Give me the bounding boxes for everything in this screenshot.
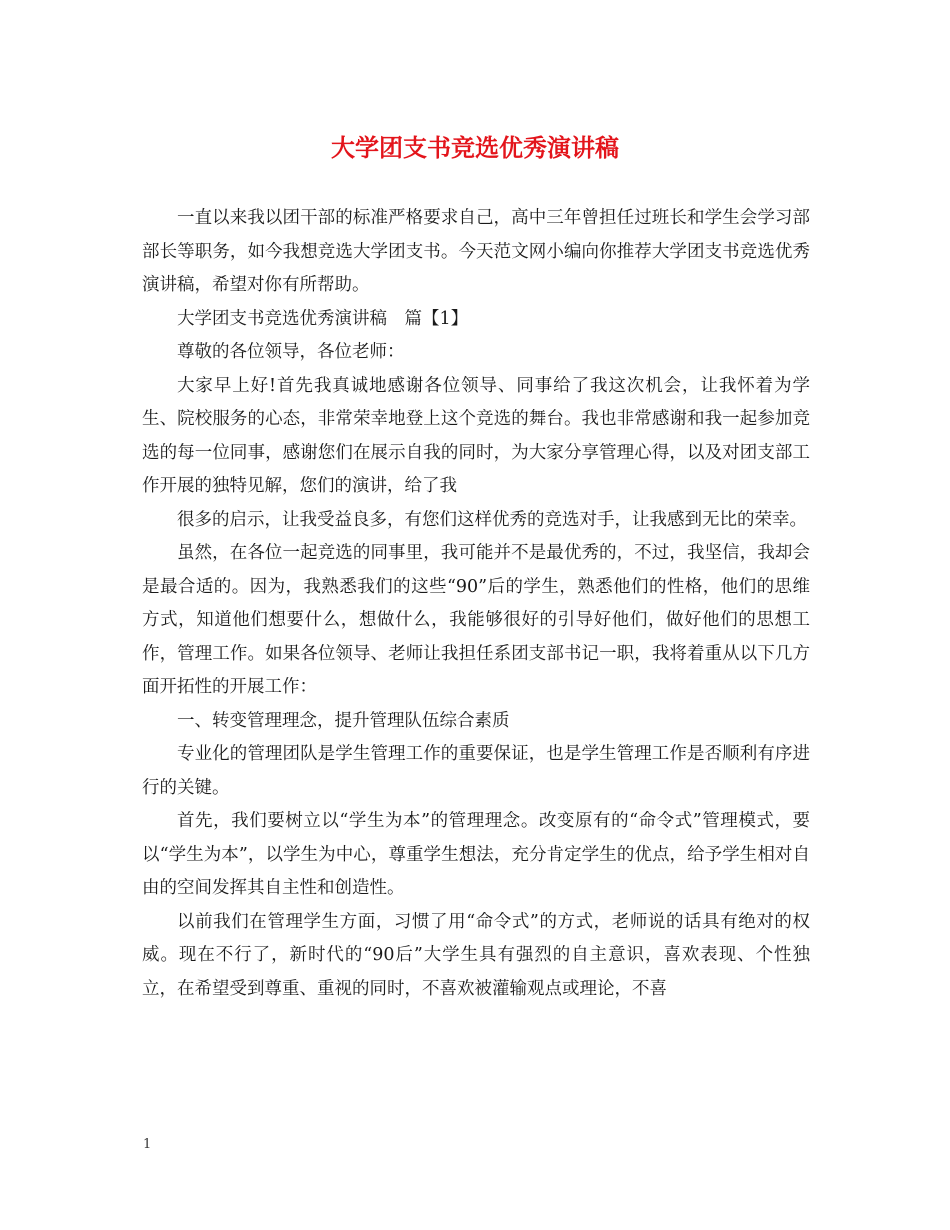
page-number: 1: [143, 1137, 152, 1152]
document-title: 大学团支书竞选优秀演讲稿: [331, 133, 619, 162]
paragraph: 一直以来我以团干部的标准严格要求自己，高中三年曾担任过班长和学生会学习部部长等职务，如今我想竞选大学团支书。今天范文网小编向你推荐大学团支书竞选优秀演讲稿，希望对你有所帮助。: [142, 208, 810, 295]
paragraph: 大家早上好!首先我真诚地感谢各位领导、同事给了我这次机会，让我怀着为学生、院校服务的心态，非常荣幸地登上这个竞选的舞台。我也非常感谢和我一起参加竞选的每一位同事，感谢您们在展示自我的同时，为大家分享管理心得，以及对团支部工作开展的独特见解，您们的演讲，给了我: [142, 375, 810, 496]
section-heading: 大学团支书竞选优秀演讲稿 篇【1】: [177, 308, 469, 329]
paragraph: 以前我们在管理学生方面，习惯了用“命令式”的方式，老师说的话具有绝对的权威。现在不行了，新时代的“90后”大学生具有强烈的自主意识，喜欢表现、个性独立，在希望受到尊重、重视的同时，不喜欢被灌输观点或理论，不喜: [142, 911, 810, 999]
paragraph: 虽然，在各位一起竞选的同事里，我可能并不是最优秀的，不过，我坚信，我却会是最合适的。因为，我熟悉我们的这些“90”后的学生，熟悉他们的性格，他们的思维方式，知道他们想要什么，想做什么，我能够很好的引导好他们，做好他们的思想工作，管理工作。如果各位领导、老师让我担任系团支部书记一职，我将着重从以下几方面开拓性的开展工作：: [142, 543, 810, 697]
paragraph: 首先，我们要树立以“学生为本”的管理理念。改变原有的“命令式”管理模式，要以“学生为本”，以学生为中心，尊重学生想法，充分肯定学生的优点，给予学生相对自由的空间发挥其自主性和创造性。: [142, 811, 810, 898]
paragraph: 专业化的管理团队是学生管理工作的重要保证，也是学生管理工作是否顺利有序进行的关键。: [142, 744, 810, 798]
section-heading: 一、转变管理理念，提升管理队伍综合素质: [177, 710, 510, 731]
paragraph: 很多的启示，让我受益良多，有您们这样优秀的竞选对手，让我感到无比的荣幸。: [177, 509, 807, 530]
document-body: [142, 202, 810, 1006]
salutation: 尊敬的各位领导，各位老师：: [177, 342, 405, 362]
